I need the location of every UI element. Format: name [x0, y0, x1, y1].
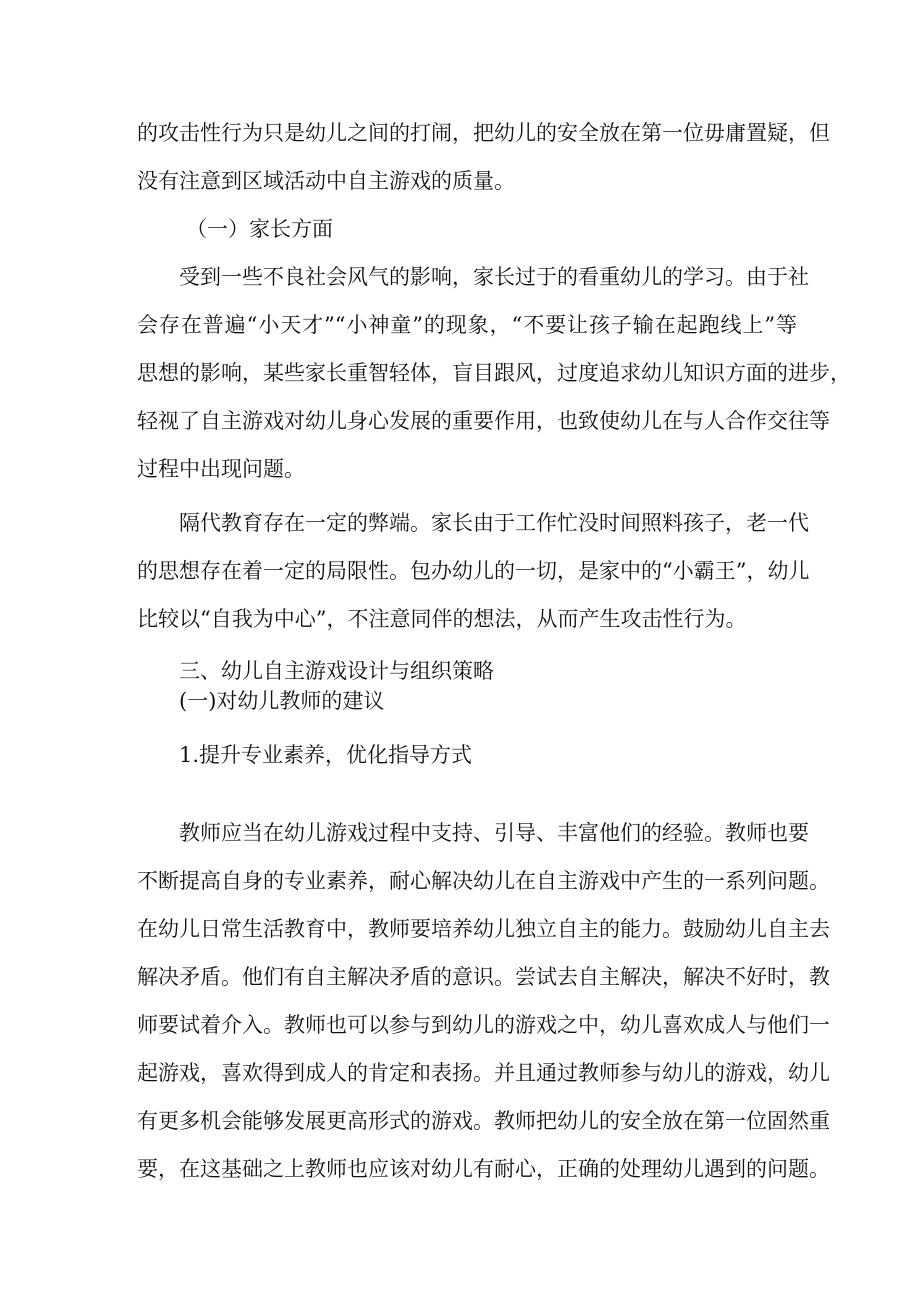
paragraph-line: 起游戏，喜欢得到成人的肯定和表扬。并且通过教师参与幼儿的游戏，幼儿 [137, 1061, 830, 1085]
paragraph-line: 隔代教育存在一定的弊端。家长由于工作忙没时间照料孩子，老一代 [179, 511, 809, 535]
item-heading-professional: 1.提升专业素养，优化指导方式 [179, 743, 473, 767]
section-heading-parents: （一）家长方面 [186, 217, 333, 241]
paragraph-line: 有更多机会能够发展更高形式的游戏。教师把幼儿的安全放在第一位固然重 [137, 1109, 830, 1133]
paragraph-line: 轻视了自主游戏对幼儿身心发展的重要作用，也致使幼儿在与人合作交往等 [137, 409, 830, 433]
paragraph-line: 受到一些不良社会风气的影响，家长过于的看重幼儿的学习。由于社 [179, 265, 809, 289]
paragraph-line: 会存在普遍“小天才”“小神童”的现象，“不要让孩子输在起跑线上”等 [137, 313, 797, 337]
paragraph-line: 没有注意到区域活动中自主游戏的质量。 [137, 169, 515, 193]
subsection-heading-teachers: (一)对幼儿教师的建议 [179, 689, 385, 713]
paragraph-line: 比较以“自我为中心”，不注意同伴的想法，从而产生攻击性行为。 [137, 607, 747, 631]
paragraph-line: 解决矛盾。他们有自主解决矛盾的意识。尝试去自主解决，解决不好时，教 [137, 965, 830, 989]
paragraph-line: 的攻击性行为只是幼儿之间的打闹，把幼儿的安全放在第一位毋庸置疑，但 [137, 121, 830, 145]
paragraph-line: 的思想存在着一定的局限性。包办幼儿的一切，是家中的“小霸王”，幼儿 [137, 559, 810, 583]
paragraph-line: 师要试着介入。教师也可以参与到幼儿的游戏之中，幼儿喜欢成人与他们一 [137, 1013, 830, 1037]
paragraph-line: 教师应当在幼儿游戏过程中支持、引导、丰富他们的经验。教师也要 [179, 821, 809, 845]
paragraph-line: 不断提高自身的专业素养，耐心解决幼儿在自主游戏中产生的一系列问题。 [137, 869, 830, 893]
paragraph-line: 在幼儿日常生活教育中，教师要培养幼儿独立自主的能力。鼓励幼儿自主去 [137, 917, 830, 941]
paragraph-line: 要，在这基础之上教师也应该对幼儿有耐心，正确的处理幼儿遇到的问题。 [137, 1157, 830, 1181]
paragraph-line: 过程中出现问题。 [137, 457, 305, 481]
paragraph-line: 思想的影响，某些家长重智轻体，盲目跟风，过度追求幼儿知识方面的进步， [137, 361, 851, 385]
section-heading-strategies: 三、幼儿自主游戏设计与组织策略 [179, 659, 494, 683]
